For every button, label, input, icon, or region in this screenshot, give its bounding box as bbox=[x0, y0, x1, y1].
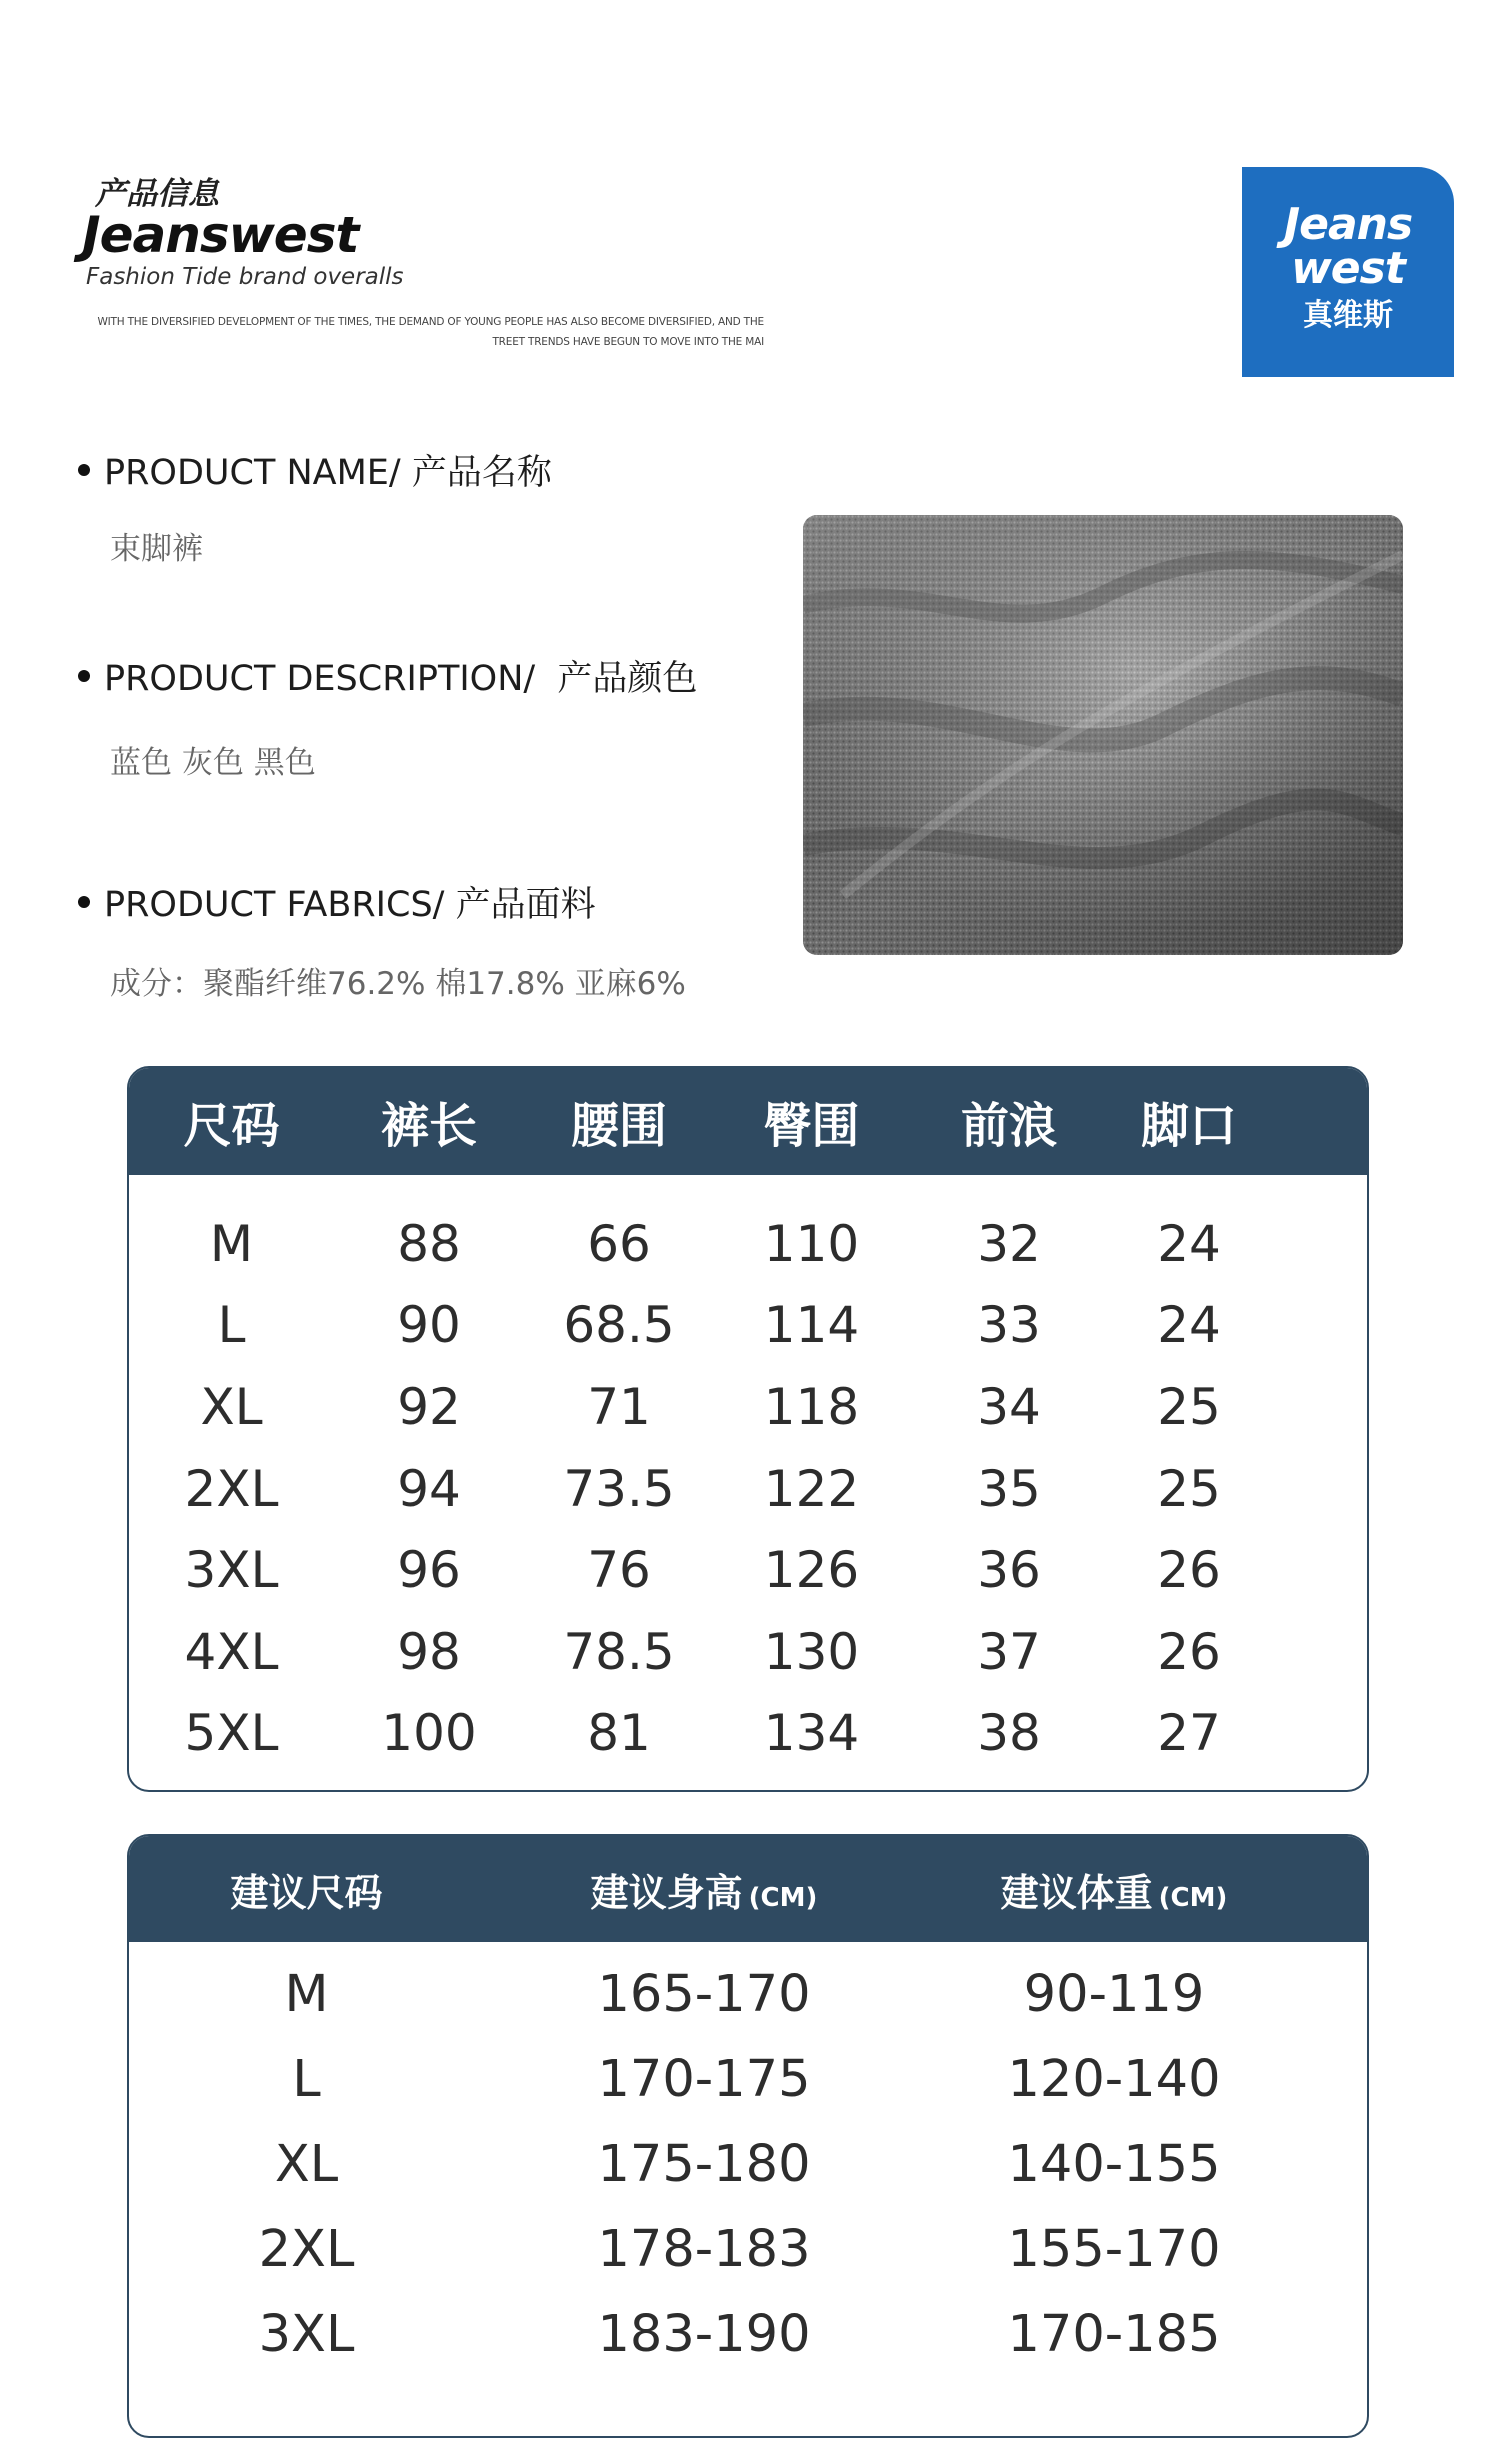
recommendation-cell: 90-119 bbox=[1023, 1965, 1205, 2024]
size-chart-header-cell: 尺码 bbox=[183, 1098, 280, 1154]
size-chart-cell: 3XL bbox=[184, 1541, 279, 1600]
product-info-heading: 产品信息 bbox=[95, 176, 219, 212]
size-chart-cell: 27 bbox=[1157, 1704, 1221, 1763]
recommendation-row bbox=[129, 1952, 1367, 2037]
jeanswest-logo bbox=[1242, 167, 1454, 377]
product-name-heading bbox=[78, 445, 552, 495]
size-chart-cell: M bbox=[209, 1214, 254, 1273]
recommendation-header-label: 建议尺码 bbox=[230, 1870, 383, 1915]
size-chart-header-row bbox=[129, 1068, 1367, 1175]
size-chart-cell: 94 bbox=[397, 1459, 461, 1518]
product-description-title: PRODUCT DESCRIPTION/ 产品颜色 bbox=[104, 659, 698, 699]
fabric-closeup-image bbox=[803, 515, 1403, 955]
size-chart-cell: 2XL bbox=[184, 1459, 279, 1518]
bullet-dot-icon bbox=[78, 464, 90, 476]
size-chart-header-cell: 臀围 bbox=[763, 1098, 860, 1154]
size-chart-cell: 92 bbox=[397, 1377, 461, 1436]
recommendation-cell: 155-170 bbox=[1007, 2220, 1221, 2279]
recommendation-cell: 3XL bbox=[258, 2305, 355, 2364]
size-chart-table bbox=[127, 1066, 1369, 1792]
size-chart-cell: 100 bbox=[381, 1704, 477, 1763]
size-chart-row bbox=[129, 1285, 1367, 1367]
recommendation-header-unit: (CM) bbox=[1158, 1882, 1228, 1913]
size-chart-cell: 88 bbox=[397, 1214, 461, 1273]
size-chart-cell: 118 bbox=[763, 1377, 860, 1436]
size-chart-cell: 126 bbox=[763, 1541, 860, 1600]
size-chart-cell: 98 bbox=[397, 1622, 461, 1681]
size-chart-header-cell: 脚口 bbox=[1140, 1098, 1237, 1154]
size-recommendation-table bbox=[127, 1834, 1369, 2438]
size-chart-row bbox=[129, 1611, 1367, 1693]
logo-line-jeans: Jeans bbox=[1283, 199, 1413, 250]
size-chart-header-cell: 裤长 bbox=[380, 1098, 477, 1154]
size-chart-cell: 114 bbox=[763, 1296, 860, 1355]
recommendation-cell: XL bbox=[274, 2135, 339, 2194]
logo-line-chinese: 真维斯 bbox=[1303, 298, 1393, 333]
recommendation-header-label: 建议身高 bbox=[590, 1870, 743, 1915]
recommendation-cell: 178-183 bbox=[597, 2220, 811, 2279]
size-chart-row bbox=[129, 1366, 1367, 1448]
size-chart-cell: 37 bbox=[977, 1622, 1041, 1681]
size-chart-cell: 76 bbox=[587, 1541, 651, 1600]
size-chart-cell: 25 bbox=[1157, 1459, 1221, 1518]
size-chart-cell: 122 bbox=[763, 1459, 860, 1518]
product-name-title: PRODUCT NAME/ 产品名称 bbox=[104, 453, 552, 493]
product-fabrics-value: 成分：聚酯纤维76.2% 棉17.8% 亚麻6% bbox=[110, 966, 686, 1002]
product-fabrics-title: PRODUCT FABRICS/ 产品面料 bbox=[104, 885, 596, 925]
size-chart-cell: 34 bbox=[977, 1377, 1041, 1436]
bullet-dot-icon bbox=[78, 670, 90, 682]
size-chart-cell: 78.5 bbox=[563, 1622, 675, 1681]
recommendation-cell: 170-175 bbox=[597, 2050, 811, 2109]
size-chart-body bbox=[129, 1175, 1367, 1774]
logo-line-west: west bbox=[1291, 243, 1405, 294]
recommendation-row bbox=[129, 2122, 1367, 2207]
brand-small-description: WITH THE DIVERSIFIED DEVELOPMENT OF THE TIMES, THE DEMAND OF YOUNG PEOPLE HAS ALSO BECOME DIVERSIFIED, AND THE TREET TRENDS HAVE BEGUN TO MOVE INTO THE MAI bbox=[97, 316, 764, 348]
recommendation-cell: 140-155 bbox=[1007, 2135, 1221, 2194]
size-chart-row bbox=[129, 1529, 1367, 1611]
size-chart-cell: 66 bbox=[587, 1214, 651, 1273]
size-chart-cell: 24 bbox=[1157, 1214, 1221, 1273]
product-description-heading bbox=[78, 651, 697, 701]
size-chart-cell: 32 bbox=[977, 1214, 1041, 1273]
size-chart-cell: 73.5 bbox=[563, 1459, 675, 1518]
product-colors-value: 蓝色 灰色 黑色 bbox=[110, 745, 316, 781]
recommendation-cell: 2XL bbox=[258, 2220, 355, 2279]
size-chart-cell: 26 bbox=[1157, 1622, 1221, 1681]
size-chart-cell: 110 bbox=[763, 1214, 860, 1273]
size-chart-cell: 96 bbox=[397, 1541, 461, 1600]
size-chart-cell: 38 bbox=[977, 1704, 1041, 1763]
size-chart-cell: 130 bbox=[763, 1622, 860, 1681]
size-chart-cell: 71 bbox=[587, 1377, 651, 1436]
size-chart-row bbox=[129, 1448, 1367, 1530]
recommendation-header-unit: (CM) bbox=[748, 1882, 818, 1913]
size-chart-cell: 81 bbox=[587, 1704, 651, 1763]
size-chart-cell: 90 bbox=[397, 1296, 461, 1355]
recommendation-cell: L bbox=[292, 2050, 321, 2109]
recommendation-cell: 183-190 bbox=[597, 2305, 811, 2364]
recommendation-cell: M bbox=[284, 1965, 329, 2024]
bullet-dot-icon bbox=[78, 896, 90, 908]
recommendation-cell: 175-180 bbox=[597, 2135, 811, 2194]
brand-wordmark: Jeanswest bbox=[82, 206, 359, 264]
size-chart-cell: 35 bbox=[977, 1459, 1041, 1518]
recommendation-cell: 170-185 bbox=[1007, 2305, 1221, 2364]
size-chart-row bbox=[129, 1693, 1367, 1775]
recommendation-row bbox=[129, 2207, 1367, 2292]
size-chart-cell: 68.5 bbox=[563, 1296, 675, 1355]
size-chart-cell: 24 bbox=[1157, 1296, 1221, 1355]
size-chart-cell: 26 bbox=[1157, 1541, 1221, 1600]
product-name-value: 束脚裤 bbox=[110, 531, 203, 567]
recommendation-cell: 165-170 bbox=[597, 1965, 811, 2024]
recommendation-cell: 120-140 bbox=[1007, 2050, 1221, 2109]
size-chart-cell: L bbox=[217, 1296, 246, 1355]
recommendation-row bbox=[129, 2037, 1367, 2122]
size-chart-header-cell: 前浪 bbox=[960, 1098, 1057, 1154]
recommendation-row bbox=[129, 2292, 1367, 2377]
size-chart-cell: 25 bbox=[1157, 1377, 1221, 1436]
size-chart-cell: 4XL bbox=[184, 1622, 279, 1681]
size-chart-cell: 5XL bbox=[184, 1704, 279, 1763]
recommendation-header-cell bbox=[484, 1862, 924, 1917]
brand-tagline: Fashion Tide brand overalls bbox=[86, 264, 404, 290]
size-chart-cell: 134 bbox=[763, 1704, 860, 1763]
recommendation-header-cell bbox=[129, 1862, 484, 1917]
size-chart-cell: 36 bbox=[977, 1541, 1041, 1600]
recommendation-header-label: 建议体重 bbox=[1000, 1870, 1153, 1915]
size-chart-header-cell: 腰围 bbox=[570, 1098, 667, 1154]
product-fabrics-heading bbox=[78, 877, 596, 927]
size-chart-cell: XL bbox=[200, 1377, 263, 1436]
recommendation-header-cell bbox=[924, 1862, 1304, 1917]
recommendation-body bbox=[129, 1942, 1367, 2377]
size-chart-cell: 33 bbox=[977, 1296, 1041, 1355]
recommendation-header-row bbox=[129, 1836, 1367, 1942]
size-chart-row bbox=[129, 1203, 1367, 1285]
